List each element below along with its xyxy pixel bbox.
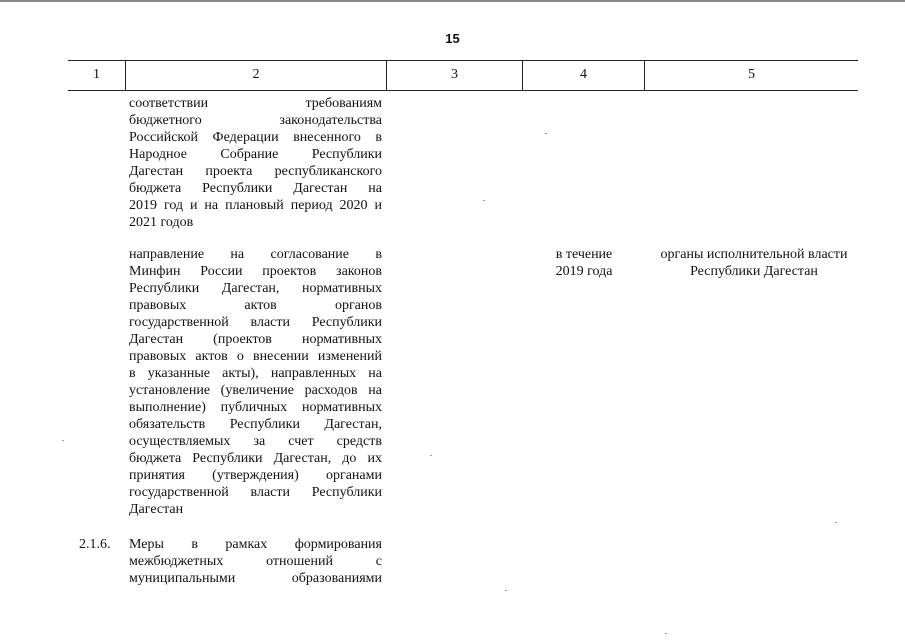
text-line: 2019 год и на плановый период 2020 и xyxy=(129,198,382,213)
item-number: 2.1.6. xyxy=(79,537,111,552)
text-line: правовых актов о внесении изменений xyxy=(129,349,382,364)
scan-speck xyxy=(430,455,432,456)
text-line: бюджета Республики Дагестан на xyxy=(129,181,382,196)
header-col-4: 4 xyxy=(580,67,587,82)
header-col-2: 2 xyxy=(252,67,260,82)
header-col-1: 1 xyxy=(93,67,100,82)
text-line: Республики Дагестан, нормативных xyxy=(129,281,382,296)
header-col-5: 5 xyxy=(748,67,755,82)
deadline-cell xyxy=(538,246,630,280)
text-line: соответствии требованиям xyxy=(129,96,382,111)
text-line: межбюджетных отношений с xyxy=(129,554,382,569)
text-line: бюджета Республики Дагестан, до их xyxy=(129,451,382,466)
deadline-line: 2019 года xyxy=(555,264,613,279)
responsible-line: Республики Дагестан xyxy=(690,264,818,279)
text-line: Минфин России проектов законов xyxy=(129,264,382,279)
responsible-cell xyxy=(645,246,863,280)
measure-text-approval xyxy=(129,246,382,518)
scan-speck xyxy=(483,200,485,201)
measure-text-interbudget xyxy=(129,536,382,587)
top-edge xyxy=(0,0,905,2)
text-line: Народное Собрание Республики xyxy=(129,147,382,162)
text-line: Меры в рамках формирования xyxy=(129,537,382,552)
text-line: государственной власти Республики xyxy=(129,315,382,330)
scan-speck xyxy=(665,633,667,634)
text-line: принятия (утверждения) органами xyxy=(129,468,382,483)
text-line: установление (увеличение расходов на xyxy=(129,383,382,398)
scan-speck xyxy=(505,590,507,591)
responsible-line: органы исполнительной власти xyxy=(660,247,848,262)
scan-speck xyxy=(835,522,837,523)
scan-speck xyxy=(62,440,64,441)
text-line: в указанные акты), направленных на xyxy=(129,366,382,381)
text-line: муниципальными образованиями xyxy=(129,571,382,586)
text-line: обязательств Республики Дагестан, xyxy=(129,417,382,432)
deadline-line: в течение xyxy=(555,247,613,262)
scan-speck xyxy=(545,133,547,134)
text-line: Дагестан (проектов нормативных xyxy=(129,332,382,347)
text-line: выполнение) публичных нормативных xyxy=(129,400,382,415)
text-line: Российской Федерации внесенного в xyxy=(129,130,382,145)
table-header xyxy=(68,60,858,91)
text-line: Дагестан проекта республиканского xyxy=(129,164,382,179)
text-line: 2021 годов xyxy=(129,215,194,230)
text-line: осуществляемых за счет средств xyxy=(129,434,382,449)
measure-text-continuation xyxy=(129,95,382,231)
page-number: 15 xyxy=(445,31,460,46)
text-line: правовых актов органов xyxy=(129,298,382,313)
header-col-3: 3 xyxy=(451,67,458,82)
text-line: Дагестан xyxy=(129,502,184,517)
text-line: бюджетного законодательства xyxy=(129,113,382,128)
text-line: направление на согласование в xyxy=(129,247,382,262)
text-line: государственной власти Республики xyxy=(129,485,382,500)
